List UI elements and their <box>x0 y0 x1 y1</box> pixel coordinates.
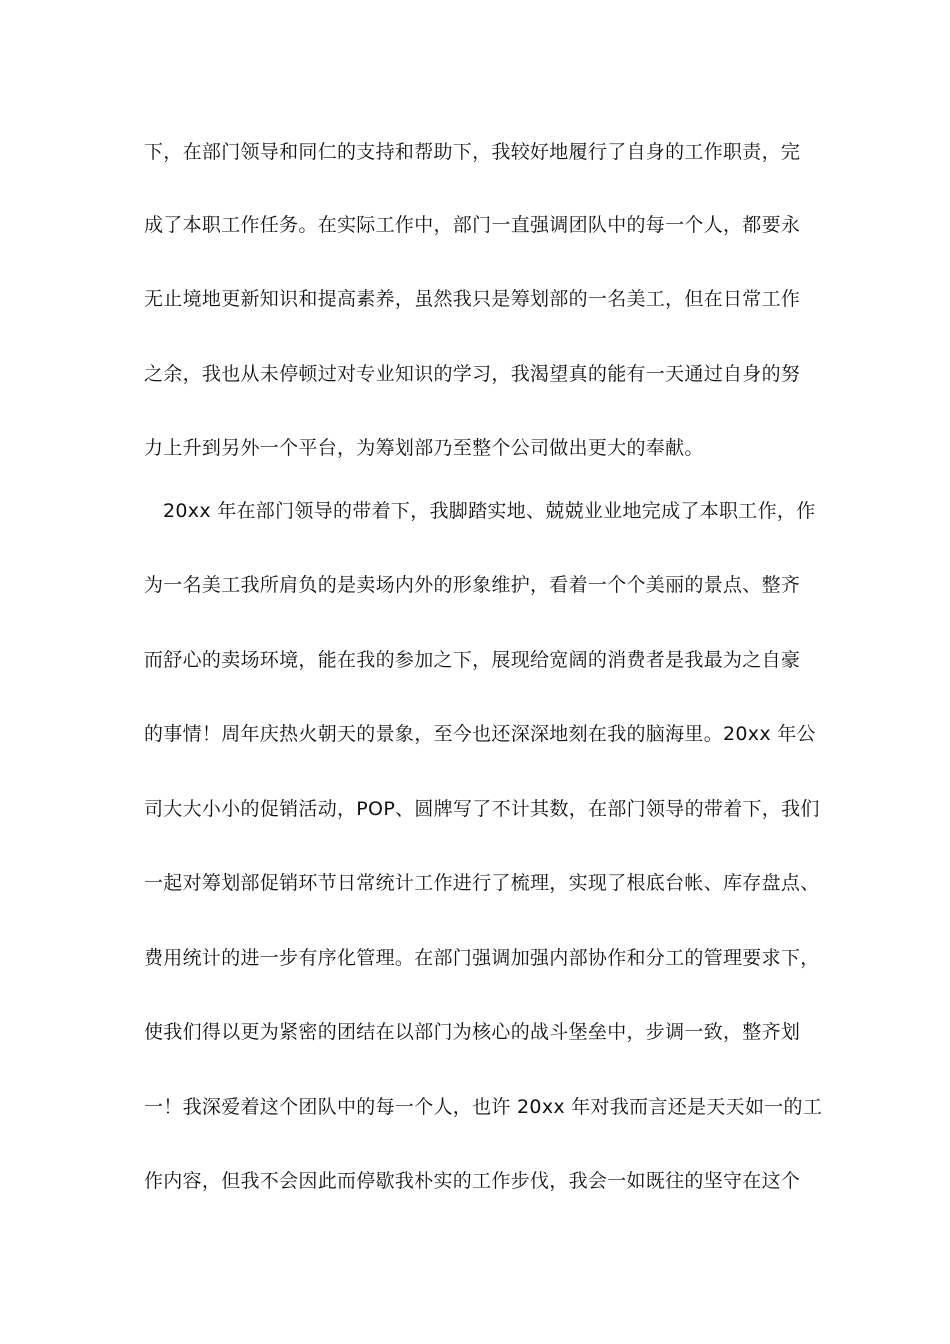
paragraph-2-line-1: 20xx 年在部门领导的带着下，我脚踏实地、兢兢业业地完成了本职工作，作 <box>163 500 816 522</box>
paragraph-2-line-9: 一！我深爱着这个团队中的每一个人，也许 20xx 年对我而言还是天天如一的工 <box>144 1096 823 1118</box>
paragraph-2-line-7: 费用统计的进一步有序化管理。在部门强调加强内部协作和分工的管理要求下， <box>144 947 820 969</box>
paragraph-1-line-2: 成了本职工作任务。在实际工作中，部门一直强调团队中的每一个人，都要永 <box>144 214 801 236</box>
paragraph-1-line-4: 之余，我也从未停顿过对专业知识的学习，我渴望真的能有一天通过自身的努 <box>144 363 801 385</box>
paragraph-2-line-8: 使我们得以更为紧密的团结在以部门为核心的战斗堡垒中，步调一致，整齐划 <box>144 1021 801 1043</box>
paragraph-2-line-3: 而舒心的卖场环境，能在我的参加之下，展现给宽阔的消费者是我最为之自豪 <box>144 649 801 671</box>
paragraph-2-line-5: 司大大小小的促销活动，POP、圆牌写了不计其数，在部门领导的带着下，我们 <box>144 798 820 820</box>
paragraph-1-line-5: 力上升到另外一个平台，为筹划部乃至整个公司做出更大的奉献。 <box>144 437 704 459</box>
paragraph-2-line-6: 一起对筹划部促销环节日常统计工作进行了梳理，实现了根底台帐、库存盘点、 <box>144 872 820 894</box>
paragraph-1-line-1: 下，在部门领导和同仁的支持和帮助下，我较好地履行了自身的工作职责，完 <box>144 141 801 163</box>
paragraph-2-line-10: 作内容，但我不会因此而停歇我朴实的工作步伐，我会一如既往的坚守在这个 <box>144 1170 801 1192</box>
paragraph-2-line-2: 为一名美工我所肩负的是卖场内外的形象维护，看着一个个美丽的景点、整齐 <box>144 574 801 596</box>
paragraph-2-line-4: 的事情！周年庆热火朝天的景象，至今也还深深地刻在我的脑海里。20xx 年公 <box>144 723 816 745</box>
paragraph-1-line-3: 无止境地更新知识和提高素养，虽然我只是筹划部的一名美工，但在日常工作 <box>144 288 801 310</box>
